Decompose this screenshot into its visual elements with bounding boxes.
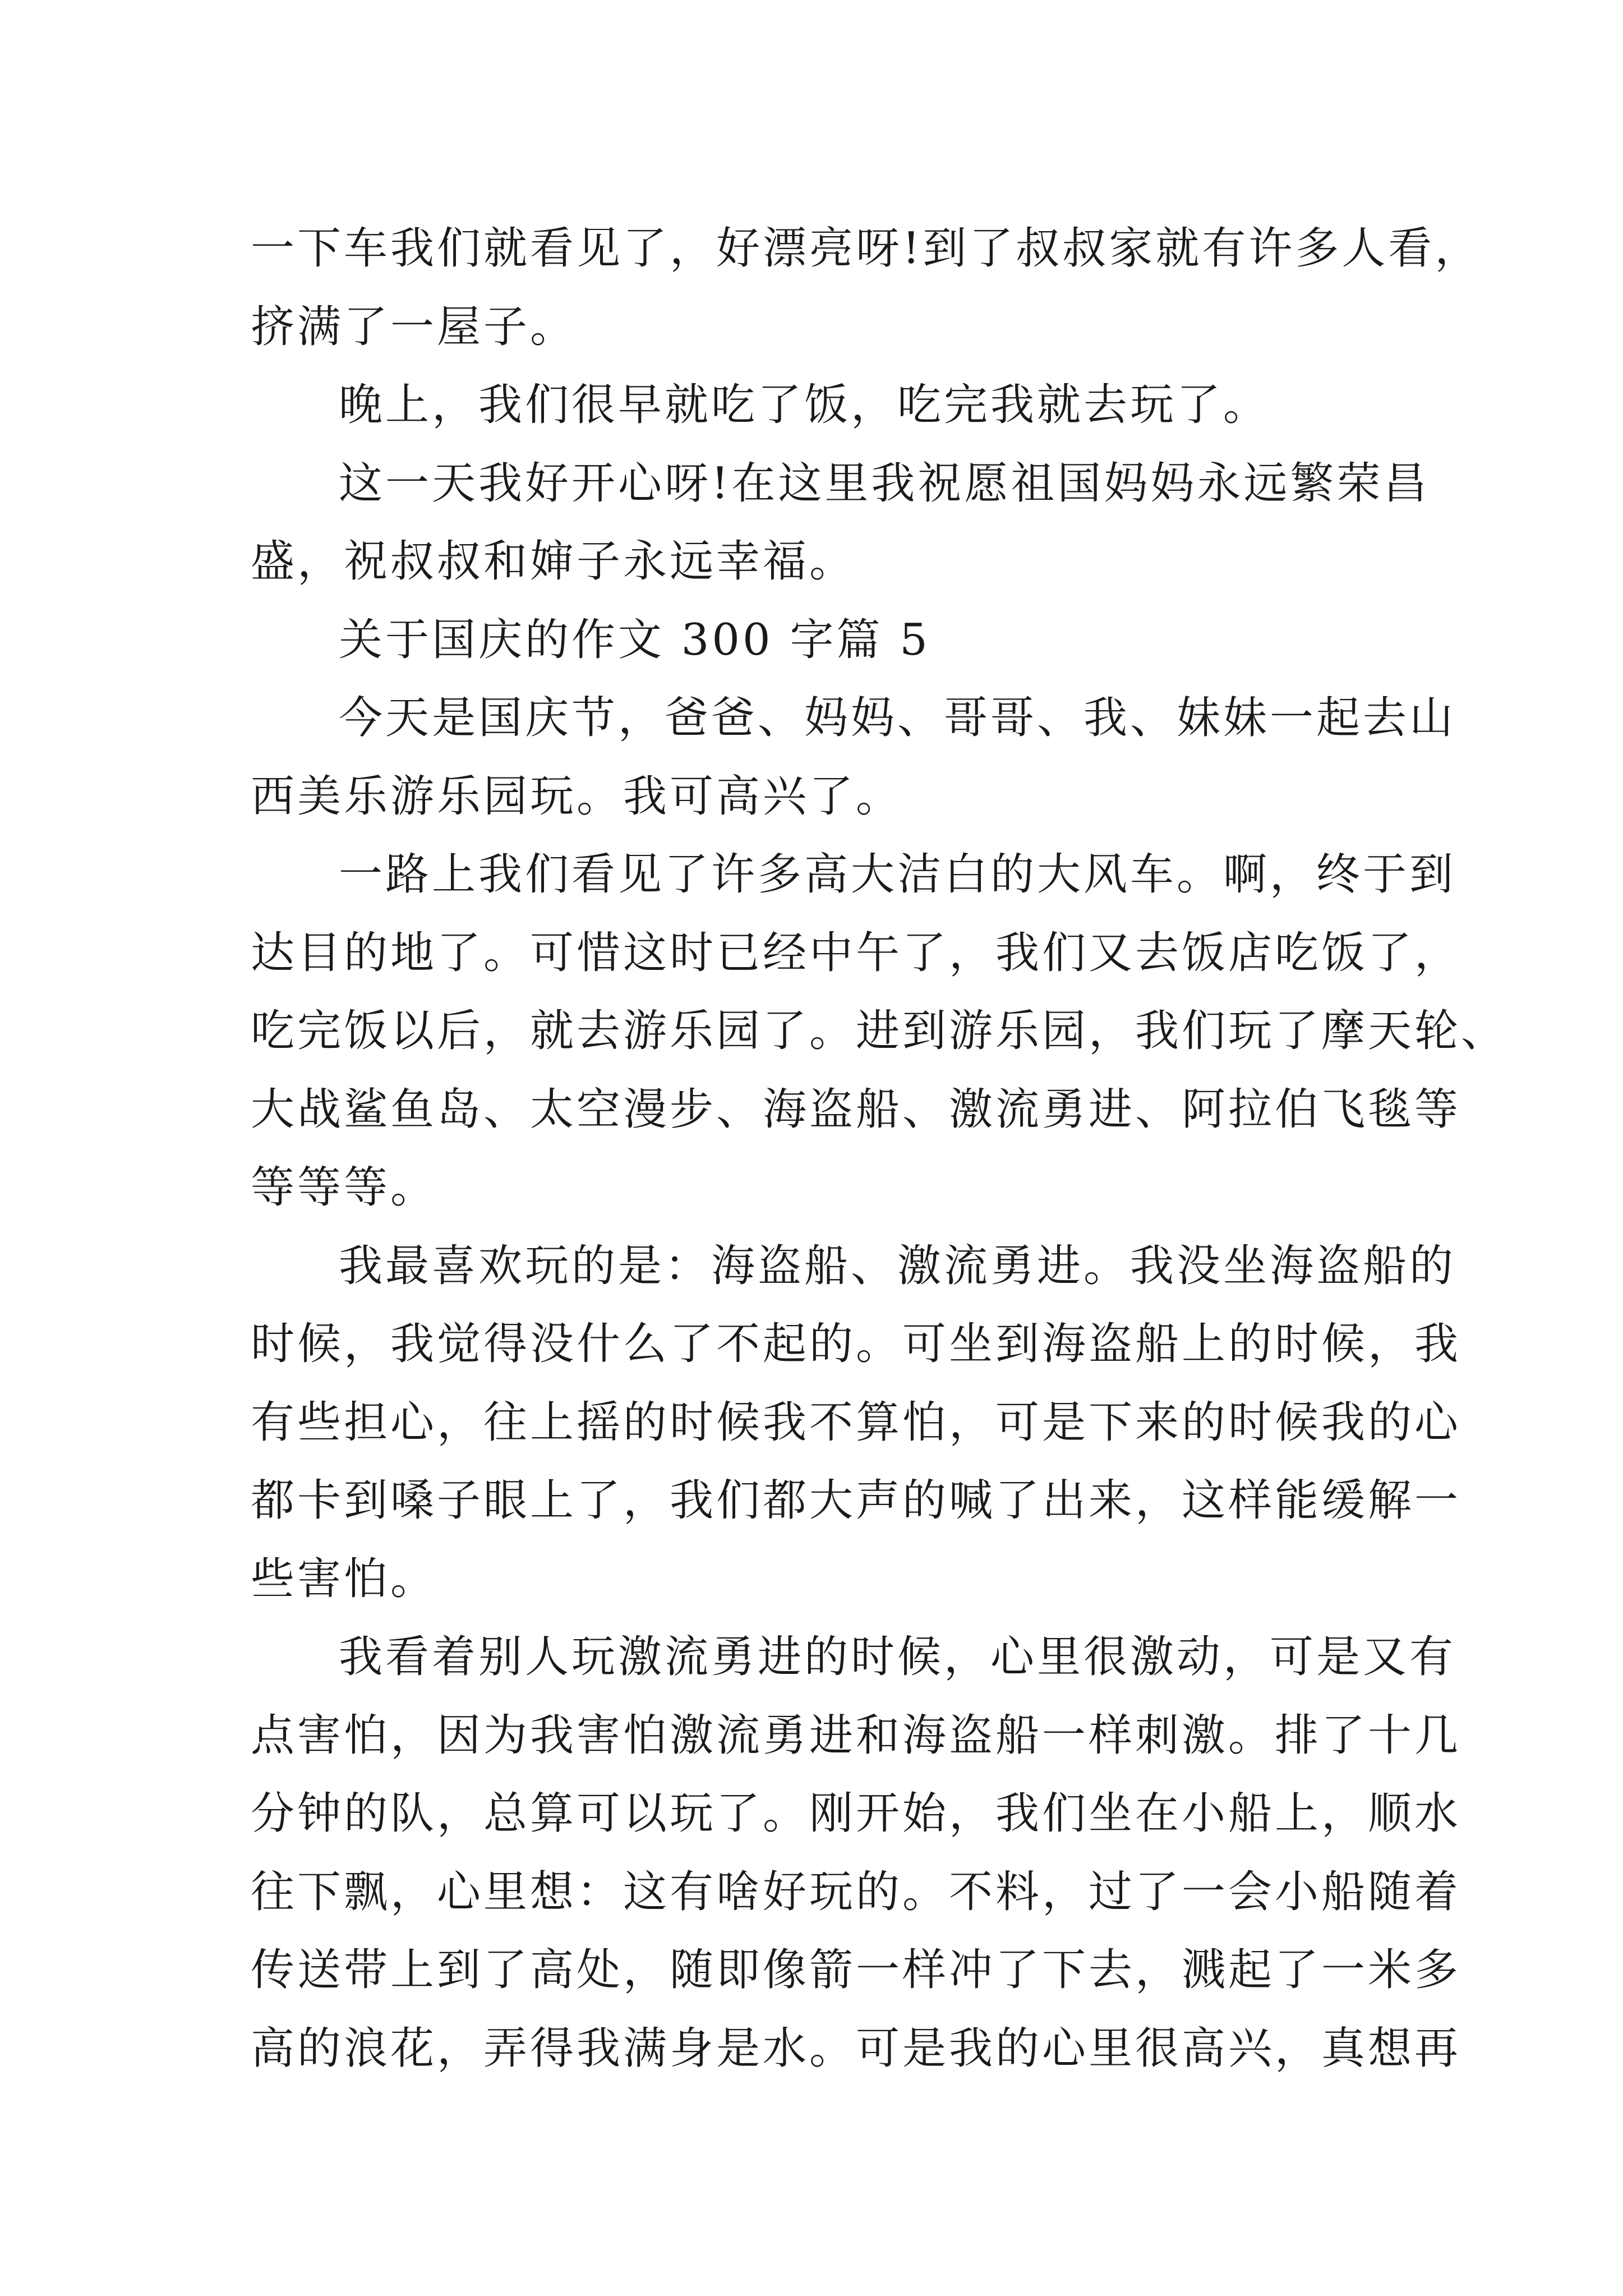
text-line: 今天是国庆节，爸爸、妈妈、哥哥、我、妹妹一起去山 bbox=[339, 693, 1456, 743]
text-line: 达目的地了。可惜这时已经中午了，我们又去饭店吃饭了， bbox=[251, 928, 1461, 978]
text-line: 我看着别人玩激流勇进的时候，心里很激动，可是又有 bbox=[339, 1632, 1456, 1682]
text-line: 点害怕，因为我害怕激流勇进和海盗船一样刺激。排了十几 bbox=[251, 1710, 1461, 1761]
text-line: 挤满了一屋子。 bbox=[251, 302, 577, 352]
text-line: 大战鲨鱼岛、太空漫步、海盗船、激流勇进、阿拉伯飞毯等 bbox=[251, 1084, 1461, 1135]
text-line: 等等等。 bbox=[251, 1162, 437, 1213]
text-line: 都卡到嗓子眼上了，我们都大声的喊了出来，这样能缓解一 bbox=[251, 1475, 1461, 1526]
text-line: 传送带上到了高处，随即像箭一样冲了下去，溅起了一米多 bbox=[251, 1945, 1461, 1995]
text-line: 些害怕。 bbox=[251, 1554, 437, 1604]
text-line: 这一天我好开心呀!在这里我祝愿祖国妈妈永远繁荣昌 bbox=[339, 458, 1430, 509]
text-line: 西美乐游乐园玩。我可高兴了。 bbox=[251, 771, 903, 822]
text-line: 盛，祝叔叔和婶子永远幸福。 bbox=[251, 536, 856, 587]
text-line: 一下车我们就看见了，好漂亮呀!到了叔叔家就有许多人看， bbox=[251, 223, 1482, 274]
text-line: 有些担心，往上摇的时候我不算怕，可是下来的时候我的心 bbox=[251, 1397, 1461, 1448]
text-line: 往下飘，心里想：这有啥好玩的。不料，过了一会小船随着 bbox=[251, 1867, 1461, 1917]
section-heading: 关于国庆的作文 300 字篇 5 bbox=[339, 615, 930, 665]
text-line: 吃完饭以后，就去游乐园了。进到游乐园，我们玩了摩天轮、 bbox=[251, 1006, 1508, 1056]
text-line: 我最喜欢玩的是：海盗船、激流勇进。我没坐海盗船的 bbox=[339, 1241, 1456, 1291]
text-line: 时候，我觉得没什么了不起的。可坐到海盗船上的时候，我 bbox=[251, 1319, 1461, 1369]
text-line: 一路上我们看见了许多高大洁白的大风车。啊，终于到 bbox=[339, 849, 1456, 900]
text-line: 高的浪花，弄得我满身是水。可是我的心里很高兴，真想再 bbox=[251, 2023, 1461, 2074]
text-line: 分钟的队，总算可以玩了。刚开始，我们坐在小船上，顺水 bbox=[251, 1788, 1461, 1839]
text-line: 晚上，我们很早就吃了饭，吃完我就去玩了。 bbox=[339, 380, 1270, 430]
